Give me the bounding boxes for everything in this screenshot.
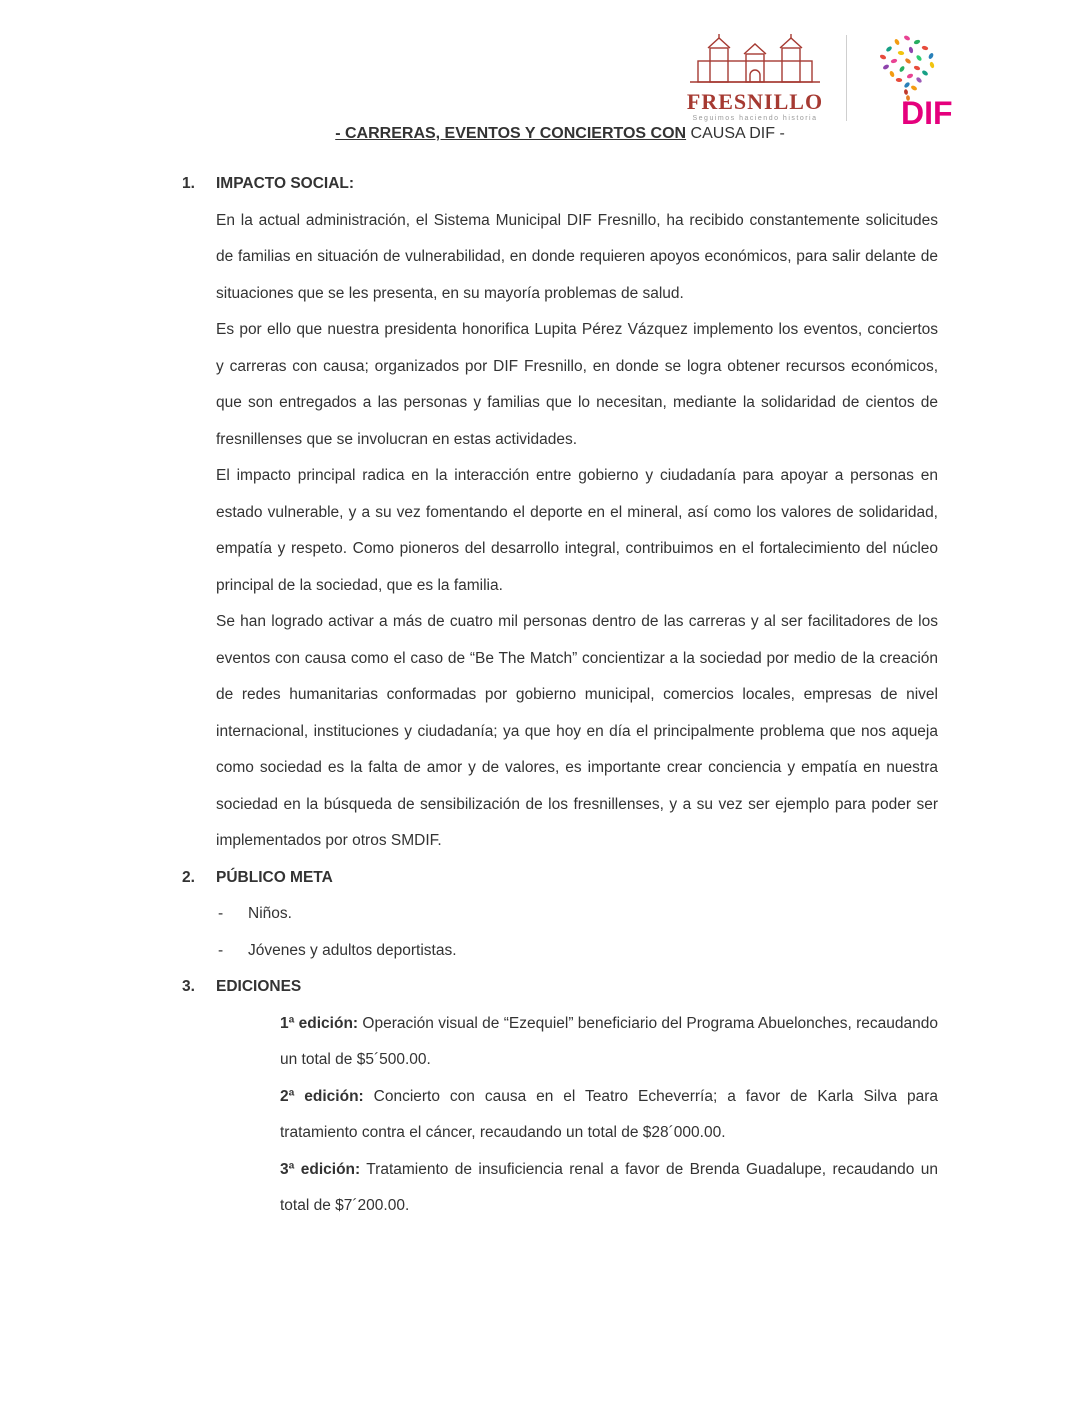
fresnillo-building-icon [680, 33, 830, 83]
dif-logo-text: DIF [901, 95, 953, 128]
fresnillo-logo-text: FRESNILLO [686, 89, 824, 114]
page-title-bold: - CARRERAS, EVENTOS Y CONCIERTOS CON [335, 125, 687, 142]
header-logos [676, 28, 963, 128]
fresnillo-logo [676, 33, 834, 123]
bullet-item-jovenes [218, 933, 938, 970]
section-heading-label: PÚBLICO META [216, 868, 333, 886]
dif-tree-icon [861, 28, 963, 128]
section-number: 3. [182, 978, 195, 995]
edition-text: Tratamiento de insuficiencia renal a favor de Brenda Guadalupe, recaudando un total de $7´200.00. [280, 1160, 938, 1214]
edition-label: 1ª edición: [280, 1014, 359, 1032]
section-number: 1. [182, 175, 195, 192]
section-heading-publico-meta [182, 860, 938, 897]
edition-label: 3ª edición: [280, 1160, 361, 1178]
logo-divider [846, 35, 847, 121]
edition-item-2 [280, 1079, 938, 1152]
impacto-paragraph-2: Es por ello que nuestra presidenta honorifica Lupita Pérez Vázquez implemento los eventos, conciertos y carreras con causa; organizados por DIF Fresnillo, en donde se logra obtener recursos económicos, que son entregados a las personas y familias que lo necesitan, mediante la solidaridad de cientos de fresnillenses que se involucran en estas actividades. [216, 321, 938, 448]
section-heading-impacto-social [182, 166, 938, 203]
dif-logo [861, 28, 963, 128]
impacto-paragraph-4: Se han logrado activar a más de cuatro mil personas dentro de las carreras y al ser facilitadores de los eventos con causa como el caso de “Be The Match” concientizar a la sociedad por medio de la creación de redes humanitarias conformadas por gobierno municipal, comercios locales, empresas de nivel internacional, instituciones y ciudadanía; ya que hoy en día el principalmente problema que nos aqueja como sociedad es la falta de amor y de valores, es importante crear conciencia y empatía en nuestra sociedad en la búsqueda de sensibilización de los fresnillenses, y a su vez ser ejemplo para poder ser implementados por otros SMDIF. [216, 613, 938, 849]
edition-label: 2ª edición: [280, 1087, 364, 1105]
bullet-text: Jóvenes y adultos deportistas. [248, 941, 457, 959]
bullet-marker: - [218, 905, 224, 922]
section-number: 2. [182, 868, 195, 886]
section-heading-label: IMPACTO SOCIAL: [216, 175, 355, 192]
section-heading-label: EDICIONES [216, 978, 302, 995]
page-title [182, 123, 938, 145]
document-body [182, 166, 938, 1225]
impacto-paragraph-3: El impacto principal radica en la interacción entre gobierno y ciudadanía para apoyar a personas en estado vulnerable, y a su vez fomentando el deporte en el mineral, así como los valores de solidaridad, empatía y respeto. Como pioneros del desarrollo integral, contribuimos en el fortalecimiento del núcleo principal de la sociedad, que es la familia. [216, 467, 938, 594]
fresnillo-logo-tagline: Seguimos haciendo historia [692, 115, 818, 122]
page-title-regular: CAUSA DIF - [686, 125, 785, 142]
bullet-text: Niños. [248, 905, 292, 922]
edition-item-1 [280, 1006, 938, 1079]
bullet-marker: - [218, 941, 224, 959]
edition-item-3 [280, 1152, 938, 1225]
bullet-item-ninos [218, 896, 938, 933]
impacto-paragraph-1: En la actual administración, el Sistema Municipal DIF Fresnillo, ha recibido constantemente solicitudes de familias en situación de vulnerabilidad, en donde requieren apoyos económicos, para salir delante de situaciones que se les presenta, en su mayoría problemas de salud. [216, 211, 938, 302]
section-heading-ediciones [182, 969, 938, 1006]
edition-text: Operación visual de “Ezequiel” beneficiario del Programa Abuelonches, recaudando un total de $5´500.00. [280, 1014, 938, 1068]
edition-text: Concierto con causa en el Teatro Echeverría; a favor de Karla Silva para tratamiento contra el cáncer, recaudando un total de $28´000.00. [280, 1087, 938, 1141]
